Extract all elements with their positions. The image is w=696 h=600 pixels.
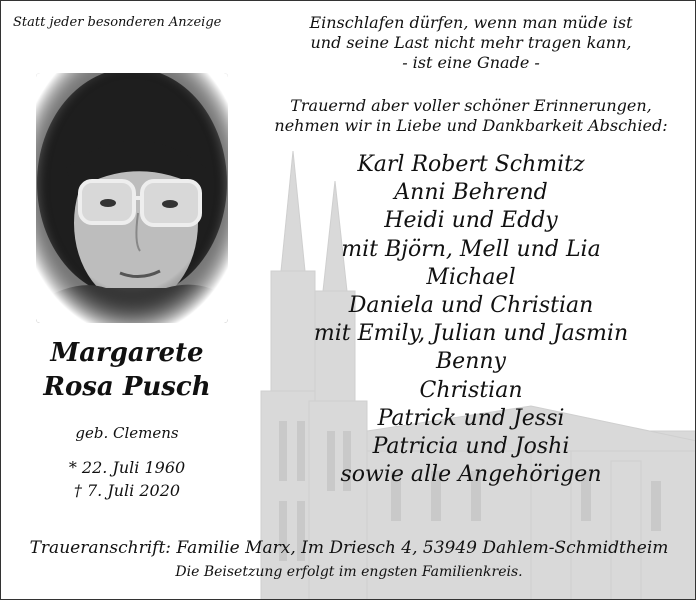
family-member: Benny (436, 349, 506, 375)
family-member: Heidi und Eddy (384, 208, 558, 234)
right-column (251, 13, 691, 489)
family-member: Christian (419, 377, 523, 403)
family-member: Patrick und Jessi (377, 405, 565, 431)
life-dates (1, 456, 253, 502)
mourning-text (251, 96, 691, 136)
burial-note: Die Beisetzung erfolgt im engsten Familienkreis. (175, 564, 523, 580)
mourning-line: Trauernd aber voller schöner Erinnerungen, (290, 96, 652, 115)
born-name: geb. Clemens (75, 424, 179, 442)
intro-text: Statt jeder besonderen Anzeige (13, 15, 222, 30)
family-member: Michael (426, 264, 516, 290)
birth-date: * 22. Juli 1960 (68, 458, 186, 477)
portrait-photo (36, 73, 228, 323)
first-name: Margarete (50, 338, 204, 368)
family-member: Karl Robert Schmitz (357, 152, 585, 177)
deceased-info (1, 336, 253, 502)
quote-line: Einschlafen dürfen, wenn man müde ist (309, 13, 633, 32)
family-member: mit Emily, Julian und Jasmin (313, 321, 629, 347)
quote-line: - ist eine Gnade - (402, 53, 540, 72)
middle-last-name: Rosa Pusch (43, 372, 211, 402)
family-member: Anni Behrend (394, 180, 548, 206)
family-member: sowie alle Angehörigen (340, 462, 602, 488)
family-member: Patricia und Joshi (372, 434, 570, 460)
footer (1, 537, 696, 581)
mourning-line: nehmen wir in Liebe und Dankbarkeit Abschied: (274, 116, 668, 135)
mourning-address: Traueranschrift: Familie Marx, Im Driesch 4, 53949 Dahlem-Schmidtheim (29, 538, 669, 558)
family-member: Daniela und Christian (348, 293, 594, 319)
quote (251, 13, 691, 73)
family-member: mit Björn, Mell und Lia (341, 236, 601, 262)
family-list (251, 151, 691, 489)
death-date: † 7. Juli 2020 (73, 481, 181, 500)
quote-line: und seine Last nicht mehr tragen kann, (310, 33, 632, 52)
